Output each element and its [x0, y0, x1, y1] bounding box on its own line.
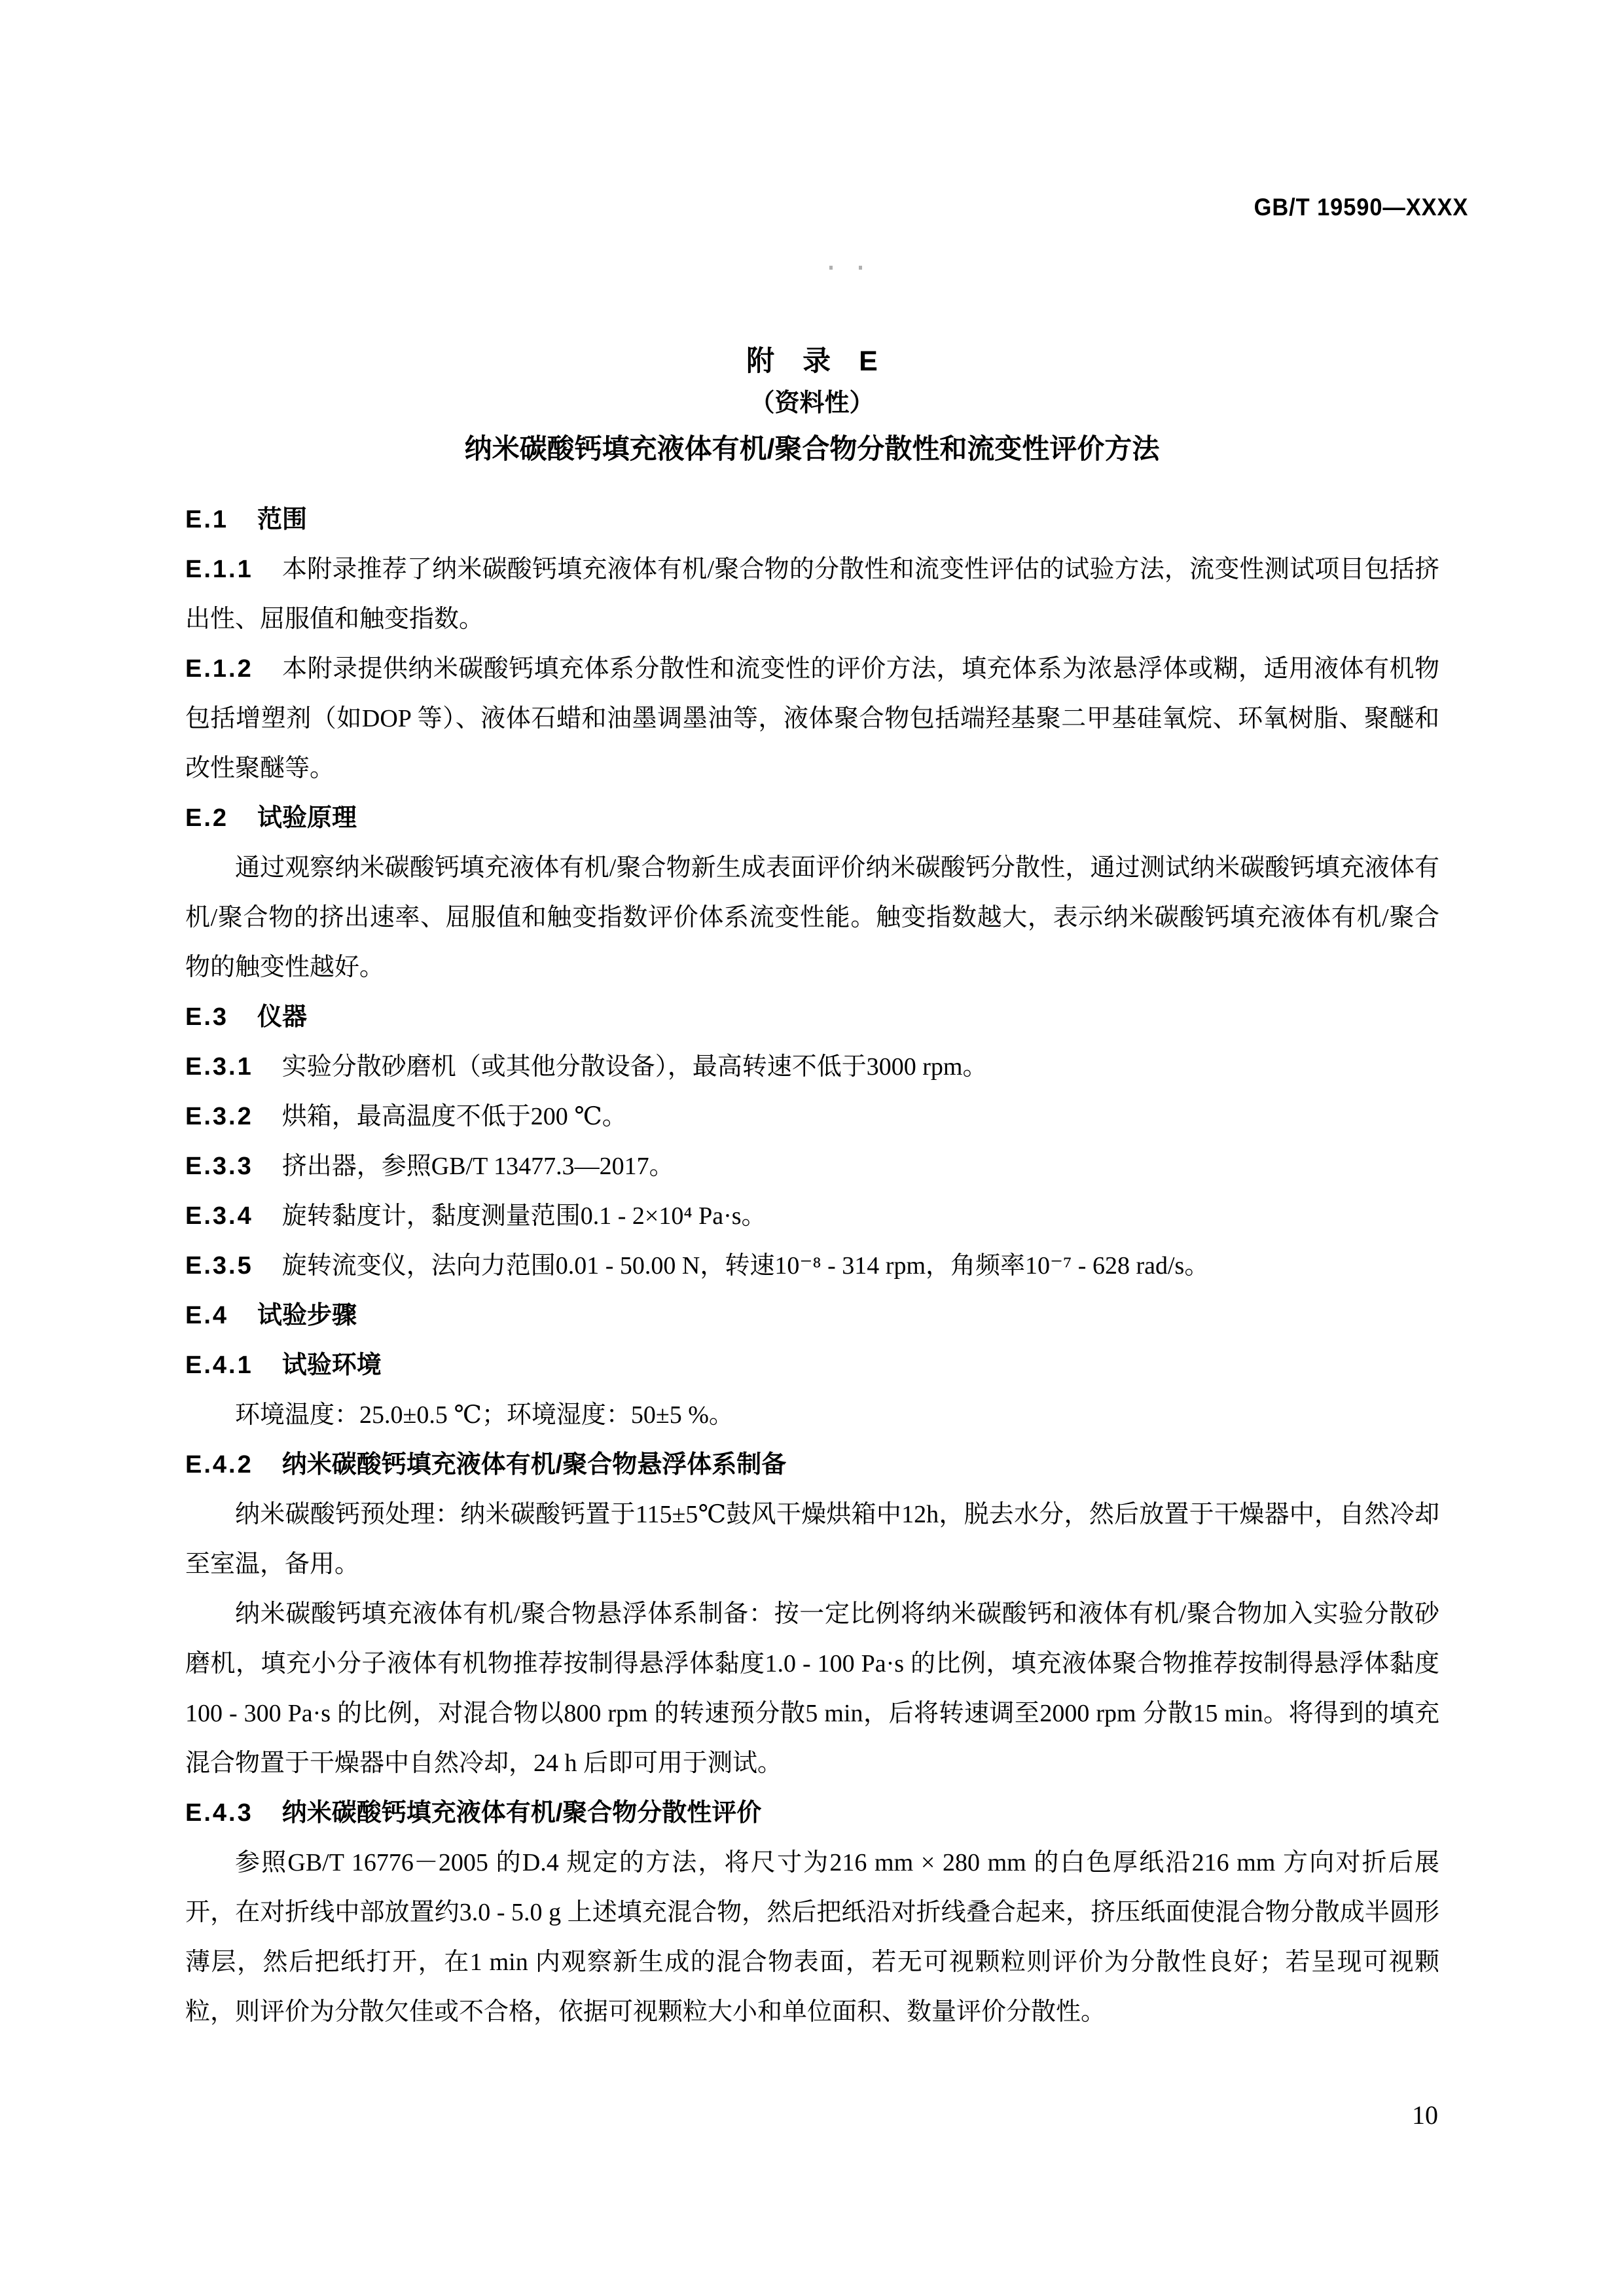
- paragraph-text: 参照GB/T 16776－2005 的D.4 规定的方法，将尺寸为216 mm × 280 mm 的白色厚纸沿216 mm 方向对折后展开，在对折线中部放置约3.0 - 5.0 g 上述填充混合物，然后把纸沿对折线叠合起来，挤压纸面使混合物分散成半圆形薄层，然后把纸打开，在1 min 内观察新生成的混合物表面，若无可视颗粒则评价为分散性良好；若呈现可视颗粒，则评价为分散欠佳或不合格，依据可视颗粒大小和单位面积、数量评价分散性。: [185, 1849, 1439, 2026]
- paragraph-text: 旋转流变仪，法向力范围0.01 - 50.00 N，转速10⁻⁸ - 314 rpm，角频率10⁻⁷ - 628 rad/s。: [281, 1252, 1210, 1280]
- section-heading: [185, 495, 1439, 545]
- paragraph-text: 纳米碳酸钙填充液体有机/聚合物悬浮体系制备：按一定比例将纳米碳酸钙和液体有机/聚合物加入实验分散砂磨机，填充小分子液体有机物推荐按制得悬浮体黏度1.0 - 100 Pa·s 的比例，填充液体聚合物推荐按制得悬浮体黏度100 - 300 Pa·s 的比例，对混合物以800 rpm 的转速预分散5 min，后将转速调至2000 rpm 分散15 min。将得到的填充混合物置于干燥器中自然冷却，24 h 后即可用于测试。: [185, 1600, 1439, 1777]
- heading-text: 纳米碳酸钙填充液体有机/聚合物分散性评价: [281, 1799, 762, 1827]
- body-paragraph: [185, 1490, 1439, 1589]
- heading-text: 纳米碳酸钙填充液体有机/聚合物悬浮体系制备: [281, 1451, 787, 1479]
- paragraph-text: 通过观察纳米碳酸钙填充液体有机/聚合物新生成表面评价纳米碳酸钙分散性，通过测试纳米碳酸钙填充液体有机/聚合物的挤出速率、屈服值和触变指数评价体系流变性能。触变指数越大，表示纳米碳酸钙填充液体有机/聚合物的触变性越好。: [185, 854, 1439, 981]
- clause-number: E.3.1: [185, 1053, 253, 1081]
- clause-number: E.4: [185, 1302, 229, 1329]
- heading-text: 试验原理: [257, 804, 357, 832]
- body-paragraph: [185, 1390, 1439, 1440]
- heading-text: 试验环境: [281, 1352, 382, 1379]
- clause-number: E.4.3: [185, 1799, 253, 1827]
- scan-smudge-dots: [829, 261, 888, 273]
- paragraph-text: 实验分散砂磨机（或其他分散设备），最高转速不低于3000 rpm。: [281, 1053, 988, 1081]
- section-heading: [185, 1440, 1439, 1490]
- clause-number: E.2: [185, 804, 229, 832]
- appendix-title-block: [0, 343, 1624, 469]
- clause-paragraph: [185, 1042, 1439, 1092]
- section-heading: [185, 1788, 1439, 1838]
- body-paragraph: [185, 1838, 1439, 2037]
- section-heading: [185, 1291, 1439, 1340]
- paragraph-text: 旋转黏度计，黏度测量范围0.1 - 2×10⁴ Pa·s。: [281, 1202, 767, 1230]
- clause-number: E.1: [185, 506, 229, 533]
- appendix-label: 附 录 E: [746, 346, 878, 377]
- paragraph-text: 纳米碳酸钙预处理：纳米碳酸钙置于115±5℃鼓风干燥烘箱中12h，脱去水分，然后放置于干燥器中，自然冷却至室温，备用。: [185, 1501, 1439, 1578]
- section-heading: [185, 1340, 1439, 1390]
- clause-number: E.1.2: [185, 655, 253, 683]
- heading-text: 仪器: [257, 1003, 308, 1031]
- heading-text: 范围: [257, 506, 308, 533]
- section-heading: [185, 793, 1439, 843]
- clause-paragraph: [185, 1191, 1439, 1241]
- paragraph-text: 烘箱，最高温度不低于200 ℃。: [281, 1103, 627, 1130]
- heading-text: 试验步骤: [257, 1302, 357, 1329]
- doc-code-header: GB/T 19590—XXXX: [1254, 194, 1468, 221]
- body-paragraph: [185, 843, 1439, 992]
- clause-paragraph: [185, 1241, 1439, 1291]
- clause-number: E.3.3: [185, 1153, 253, 1180]
- clause-number: E.3: [185, 1003, 229, 1031]
- paragraph-text: 本附录提供纳米碳酸钙填充体系分散性和流变性的评价方法，填充体系为浓悬浮体或糊，适用液体有机物包括增塑剂（如DOP 等）、液体石蜡和油墨调墨油等，液体聚合物包括端羟基聚二甲基硅氧烷、环氧树脂、聚醚和改性聚醚等。: [185, 655, 1439, 782]
- appendix-title: 纳米碳酸钙填充液体有机/聚合物分散性和流变性评价方法: [464, 433, 1160, 464]
- clause-paragraph: [185, 1141, 1439, 1191]
- body-paragraph: [185, 1589, 1439, 1788]
- clause-paragraph: [185, 1092, 1439, 1141]
- section-heading: [185, 992, 1439, 1042]
- clause-number: E.4.1: [185, 1352, 253, 1379]
- clause-number: E.1.1: [185, 556, 253, 583]
- clause-number: E.3.2: [185, 1103, 253, 1130]
- paragraph-text: 挤出器，参照GB/T 13477.3—2017。: [281, 1153, 674, 1180]
- page-number: 10: [1412, 2100, 1438, 2130]
- clause-number: E.4.2: [185, 1451, 253, 1479]
- paragraph-text: 环境温度：25.0±0.5 ℃；环境湿度：50±5 %。: [235, 1401, 734, 1429]
- informative-label: （资料性）: [749, 389, 875, 417]
- paragraph-text: 本附录推荐了纳米碳酸钙填充液体有机/聚合物的分散性和流变性评估的试验方法，流变性测试项目包括挤出性、屈服值和触变指数。: [185, 556, 1439, 633]
- clause-paragraph: [185, 644, 1439, 793]
- document-body: [185, 495, 1439, 2037]
- clause-number: E.3.4: [185, 1202, 253, 1230]
- clause-paragraph: [185, 545, 1439, 644]
- clause-number: E.3.5: [185, 1252, 253, 1280]
